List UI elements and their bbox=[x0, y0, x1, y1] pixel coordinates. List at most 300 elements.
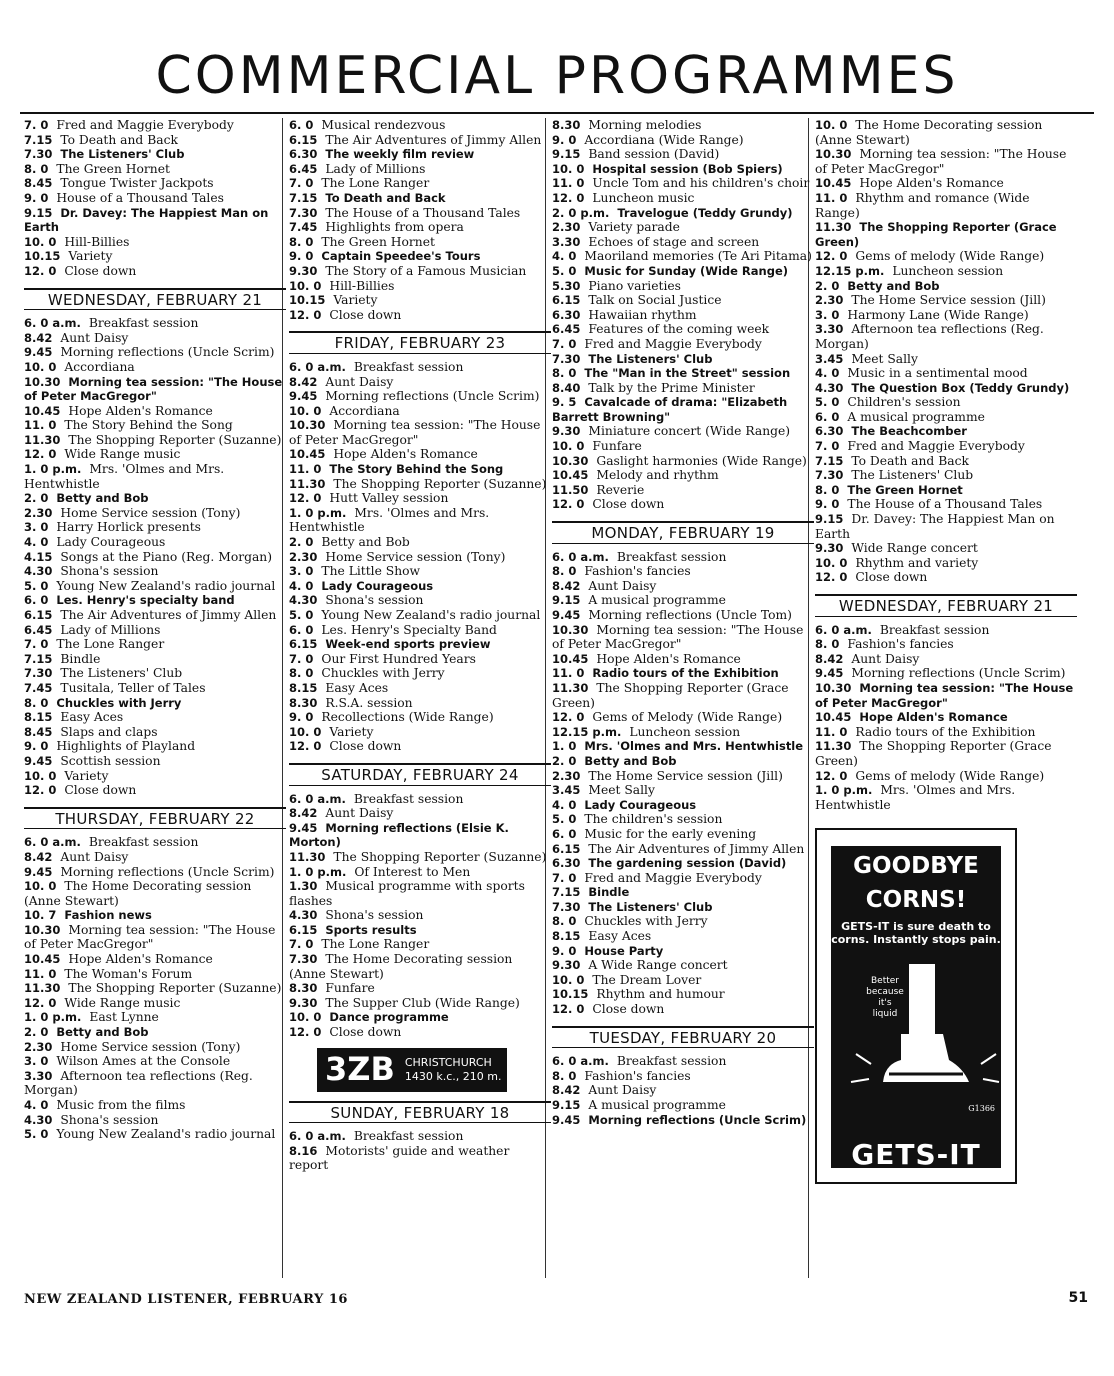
programme-title: The "Man in the Street" session bbox=[584, 366, 791, 381]
programme-time: 7.15 bbox=[815, 453, 844, 468]
programme-entry bbox=[289, 623, 551, 638]
programme-entry bbox=[552, 264, 814, 279]
programme-title: Highlights of Playland bbox=[56, 739, 196, 754]
programme-time: 10.45 bbox=[289, 447, 326, 462]
programme-title: Wilson Ames at the Console bbox=[56, 1054, 231, 1069]
programme-title: Close down bbox=[329, 739, 402, 754]
programme-entry bbox=[24, 506, 286, 521]
programme-title: Aunt Daisy bbox=[60, 330, 129, 345]
programme-entry bbox=[815, 279, 1077, 294]
programme-entry bbox=[24, 162, 286, 177]
programme-title: Gems of melody (Wide Range) bbox=[855, 768, 1045, 783]
programme-entry bbox=[24, 923, 286, 952]
programme-title: Breakfast session bbox=[353, 1129, 464, 1144]
programme-time: 10.15 bbox=[289, 293, 326, 308]
programme-entry bbox=[24, 235, 286, 250]
programme-entry bbox=[815, 556, 1077, 571]
programme-entry bbox=[815, 381, 1077, 396]
programme-entry bbox=[552, 914, 814, 929]
programme-title: Hope Alden's Romance bbox=[859, 710, 1008, 725]
programme-entry bbox=[289, 506, 551, 535]
programme-title: Aunt Daisy bbox=[60, 849, 129, 864]
programme-entry bbox=[24, 783, 286, 798]
programme-time: 10.30 bbox=[552, 453, 589, 468]
programme-entry bbox=[552, 593, 814, 608]
programme-title: The Shopping Reporter (Grace Green) bbox=[815, 739, 1052, 768]
programme-title: Chuckles with Jerry bbox=[56, 695, 182, 710]
programme-time: 7.15 bbox=[552, 885, 581, 900]
programme-title: Mrs. 'Olmes and Mrs. Hentwhistle bbox=[289, 505, 490, 535]
programme-title: Morning tea session: "The House of Peter MacGregor" bbox=[815, 147, 1067, 176]
programme-entry bbox=[815, 725, 1077, 740]
programme-title: Breakfast session bbox=[616, 549, 727, 564]
programme-time: 11. 0 bbox=[289, 462, 322, 477]
programme-entry bbox=[24, 623, 286, 638]
programme-title: Breakfast session bbox=[88, 835, 199, 850]
station-info bbox=[405, 1056, 502, 1084]
programme-time: 12.15 p.m. bbox=[552, 724, 622, 739]
programme-entry bbox=[24, 637, 286, 652]
programme-entry bbox=[552, 871, 814, 886]
programme-title: Rhythm and variety bbox=[855, 555, 979, 570]
programme-time: 9. 0 bbox=[815, 497, 840, 512]
programme-time: 9. 0 bbox=[289, 710, 314, 725]
programme-time: 4.30 bbox=[289, 593, 318, 608]
programme-title: Dr. Davey: The Happiest Man on Earth bbox=[815, 512, 1055, 541]
programme-time: 10.30 bbox=[24, 922, 61, 937]
programme-title: Tongue Twister Jackpots bbox=[60, 176, 214, 191]
programme-title: Chuckles with Jerry bbox=[321, 666, 445, 681]
programme-time: 12.15 p.m. bbox=[815, 263, 885, 278]
programme-entry bbox=[24, 249, 286, 264]
programme-time: 7.45 bbox=[24, 680, 53, 695]
programme-entry bbox=[289, 249, 551, 264]
programme-title: Aunt Daisy bbox=[588, 578, 657, 593]
programme-entry bbox=[24, 681, 286, 696]
programme-time: 9.30 bbox=[552, 424, 581, 439]
programme-entry bbox=[24, 769, 286, 784]
programme-time: 8.42 bbox=[289, 806, 318, 821]
programme-time: 9.15 bbox=[552, 1098, 581, 1112]
programme-entry bbox=[552, 133, 814, 148]
programme-title: Fred and Maggie Everybody bbox=[584, 336, 762, 351]
ad-tagline: GETS-IT is sure death to corns. Instantly stops pain. bbox=[831, 920, 1001, 947]
programme-title: Meet Sally bbox=[588, 783, 655, 798]
programme-time: 1.30 bbox=[289, 879, 318, 894]
day-heading: SATURDAY, FEBRUARY 24 bbox=[289, 763, 551, 786]
programme-title: The Dream Lover bbox=[592, 972, 702, 987]
programme-entry bbox=[552, 550, 814, 565]
programme-title: Slaps and claps bbox=[60, 724, 158, 739]
programme-title: To Death and Back bbox=[60, 132, 178, 147]
programme-entry bbox=[815, 410, 1077, 425]
programme-title: Radio tours of the Exhibition bbox=[855, 724, 1036, 739]
ad-brand: GETS-IT bbox=[851, 1137, 981, 1171]
programme-time: 10. 0 bbox=[552, 972, 585, 987]
listing-column-4 bbox=[815, 118, 1077, 1184]
programme-title: Musical programme with sports flashes bbox=[289, 879, 525, 908]
programme-time: 8.42 bbox=[552, 578, 581, 593]
programme-entry bbox=[815, 439, 1077, 454]
programme-entry bbox=[289, 191, 551, 206]
programme-time: 6. 0 a.m. bbox=[289, 359, 346, 374]
programme-entry bbox=[24, 133, 286, 148]
programme-title: The Story Behind the Song bbox=[329, 462, 504, 477]
programme-title: Cavalcade of drama: "Elizabeth Barrett Browning" bbox=[552, 395, 788, 424]
programme-title: Bindle bbox=[588, 885, 630, 900]
programme-time: 6.45 bbox=[24, 622, 53, 637]
programme-entry bbox=[289, 637, 551, 652]
programme-title: Variety bbox=[329, 724, 374, 739]
programme-entry bbox=[289, 206, 551, 221]
programme-time: 11. 0 bbox=[24, 966, 57, 981]
programme-title: Morning reflections (Elsie K. Morton) bbox=[289, 820, 509, 850]
programme-entry bbox=[815, 739, 1077, 768]
programme-entry bbox=[24, 404, 286, 419]
programme-time: 6. 0 a.m. bbox=[289, 1129, 346, 1144]
ad-headline: CORNS! bbox=[865, 887, 967, 914]
programme-time: 11.50 bbox=[552, 482, 589, 497]
programme-title: Talk by the Prime Minister bbox=[588, 380, 755, 395]
programme-time: 3.30 bbox=[815, 322, 844, 337]
programme-time: 8.16 bbox=[289, 1143, 318, 1158]
programme-entry bbox=[24, 967, 286, 982]
programme-title: Harmony Lane (Wide Range) bbox=[847, 307, 1029, 322]
programme-time: 7.30 bbox=[552, 899, 581, 914]
programme-title: Afternoon tea reflections (Reg. Morgan) bbox=[24, 1068, 253, 1098]
programme-time: 9.45 bbox=[24, 753, 53, 768]
programme-title: Close down bbox=[592, 497, 665, 512]
programme-time: 9.45 bbox=[24, 864, 53, 879]
programme-time: 8.30 bbox=[552, 118, 581, 132]
listing-column-1 bbox=[24, 118, 286, 1142]
programme-entry bbox=[815, 249, 1077, 264]
programme-title: Variety bbox=[68, 249, 113, 264]
programme-entry bbox=[289, 491, 551, 506]
programme-title: The Home Service session (Jill) bbox=[851, 293, 1046, 308]
programme-entry bbox=[289, 176, 551, 191]
programme-time: 8. 0 bbox=[552, 564, 577, 579]
programme-title: The Lone Ranger bbox=[321, 937, 430, 952]
programme-title: The Story Behind the Song bbox=[64, 418, 233, 433]
programme-time: 11.30 bbox=[552, 680, 589, 695]
programme-title: Luncheon session bbox=[892, 263, 1004, 278]
programme-title: Harry Horlick presents bbox=[56, 520, 201, 535]
programme-time: 9.15 bbox=[815, 512, 844, 527]
programme-title: Captain Speedee's Tours bbox=[321, 249, 481, 264]
programme-entry bbox=[24, 1040, 286, 1055]
programme-entry bbox=[289, 462, 551, 477]
programme-entry bbox=[289, 550, 551, 565]
programme-time: 9.45 bbox=[289, 389, 318, 404]
programme-title: Music for the early evening bbox=[584, 826, 757, 841]
programme-title: Fred and Maggie Everybody bbox=[847, 439, 1025, 454]
programme-entry bbox=[552, 623, 814, 652]
programme-title: Fashion's fancies bbox=[584, 564, 691, 579]
programme-title: The Question Box (Teddy Grundy) bbox=[851, 380, 1070, 395]
programme-time: 6. 0 a.m. bbox=[815, 622, 872, 637]
programme-time: 10. 0 bbox=[24, 879, 57, 894]
programme-title: Easy Aces bbox=[325, 680, 389, 695]
programme-time: 2.30 bbox=[289, 549, 318, 564]
programme-time: 10.30 bbox=[289, 418, 326, 433]
programme-time: 7.15 bbox=[24, 132, 53, 147]
programme-time: 10. 0 bbox=[289, 403, 322, 418]
programme-time: 6. 0 bbox=[289, 118, 314, 132]
programme-title: Variety parade bbox=[588, 220, 680, 235]
programme-entry bbox=[289, 710, 551, 725]
programme-entry bbox=[552, 147, 814, 162]
programme-time: 12. 0 bbox=[552, 710, 585, 725]
programme-entry bbox=[815, 220, 1077, 249]
programme-entry bbox=[289, 696, 551, 711]
programme-entry bbox=[289, 850, 551, 865]
programme-entry bbox=[24, 879, 286, 908]
programme-time: 8. 0 bbox=[24, 695, 49, 710]
programme-entry bbox=[289, 821, 551, 850]
programme-entry bbox=[24, 375, 286, 404]
programme-title: Reverie bbox=[596, 482, 645, 497]
programme-title: The gardening session (David) bbox=[588, 856, 787, 871]
programme-title: Les. Henry's Specialty Band bbox=[321, 622, 497, 637]
programme-time: 2. 0 bbox=[815, 278, 840, 293]
programme-time: 12. 0 bbox=[24, 447, 57, 462]
programme-entry bbox=[24, 360, 286, 375]
programme-title: Fashion's fancies bbox=[847, 637, 954, 652]
programme-entry bbox=[815, 497, 1077, 512]
programme-title: Aunt Daisy bbox=[588, 1083, 657, 1098]
programme-title: The Shopping Reporter (Suzanne) bbox=[333, 476, 547, 491]
programme-title: Hawaiian rhythm bbox=[588, 307, 697, 322]
programme-time: 9.30 bbox=[815, 541, 844, 556]
programme-entry bbox=[289, 375, 551, 390]
programme-time: 10. 0 bbox=[289, 1010, 322, 1025]
programme-entry bbox=[24, 1054, 286, 1069]
programme-time: 10.15 bbox=[24, 249, 61, 264]
programme-title: Fashion news bbox=[64, 908, 152, 923]
programme-title: Close down bbox=[329, 1025, 402, 1040]
programme-entry bbox=[24, 206, 286, 235]
programme-entry bbox=[289, 220, 551, 235]
programme-entry bbox=[289, 404, 551, 419]
programme-entry bbox=[289, 293, 551, 308]
programme-title: Morning tea session: "The House of Peter MacGregor" bbox=[24, 922, 276, 952]
programme-title: Accordiana (Wide Range) bbox=[584, 132, 744, 147]
programme-entry bbox=[289, 792, 551, 807]
programme-entry bbox=[815, 541, 1077, 556]
programme-time: 7.45 bbox=[289, 220, 318, 235]
programme-title: Lady Courageous bbox=[56, 535, 166, 550]
programme-title: Morning reflections (Uncle Scrim) bbox=[851, 666, 1066, 681]
programme-title: Morning reflections (Uncle Scrim) bbox=[60, 345, 275, 360]
programme-title: The children's session bbox=[584, 812, 723, 827]
programme-entry bbox=[552, 842, 814, 857]
programme-time: 8. 0 bbox=[552, 366, 577, 381]
programme-title: Luncheon music bbox=[592, 190, 695, 205]
programme-time: 6.15 bbox=[24, 608, 53, 622]
programme-entry bbox=[289, 1010, 551, 1025]
programme-time: 4. 0 bbox=[815, 366, 840, 381]
programme-entry bbox=[552, 798, 814, 813]
programme-title: The Home Decorating session (Anne Stewart) bbox=[815, 118, 1043, 147]
advertisement-panel bbox=[831, 846, 1001, 1171]
programme-title: Hill-Billies bbox=[64, 234, 130, 249]
programme-title: Betty and Bob bbox=[56, 491, 149, 506]
ad-headline: GOODBYE bbox=[853, 853, 979, 880]
programme-entry bbox=[289, 279, 551, 294]
programme-entry bbox=[552, 454, 814, 469]
programme-time: 4. 0 bbox=[289, 578, 314, 593]
programme-title: The Listeners' Club bbox=[588, 351, 713, 366]
programme-title: Close down bbox=[64, 783, 137, 798]
programme-entry bbox=[24, 118, 286, 133]
programme-time: 8. 0 bbox=[289, 234, 314, 249]
programme-entry bbox=[552, 564, 814, 579]
station-city: CHRISTCHURCH bbox=[404, 1055, 492, 1069]
programme-title: The Listeners' Club bbox=[588, 899, 713, 914]
programme-title: Songs at the Piano (Reg. Morgan) bbox=[60, 549, 273, 564]
programme-time: 6.45 bbox=[289, 161, 318, 176]
programme-title: Motorists' guide and weather report bbox=[289, 1143, 510, 1173]
programme-entry bbox=[289, 879, 551, 908]
programme-time: 6. 0 a.m. bbox=[24, 835, 81, 850]
programme-time: 12. 0 bbox=[289, 307, 322, 322]
programme-entry bbox=[24, 176, 286, 191]
programme-time: 10. 0 bbox=[552, 161, 585, 176]
programme-title: Chuckles with Jerry bbox=[584, 914, 708, 929]
programme-time: 4.30 bbox=[24, 564, 53, 579]
programme-title: Music for Sunday (Wide Range) bbox=[584, 263, 789, 278]
programme-time: 9.30 bbox=[289, 995, 318, 1010]
programme-entry bbox=[552, 468, 814, 483]
programme-entry bbox=[289, 739, 551, 754]
programme-title: Young New Zealand's radio journal bbox=[321, 608, 541, 622]
programme-time: 6. 0 bbox=[815, 409, 840, 424]
programme-title: Betty and Bob bbox=[56, 1025, 149, 1040]
programme-title: Close down bbox=[855, 570, 928, 585]
programme-time: 11.30 bbox=[289, 849, 326, 864]
programme-entry bbox=[552, 812, 814, 827]
programme-entry bbox=[552, 162, 814, 177]
programme-time: 3.30 bbox=[24, 1068, 53, 1083]
programme-time: 6.15 bbox=[289, 922, 318, 937]
day-heading: THURSDAY, FEBRUARY 22 bbox=[24, 807, 286, 830]
programme-entry bbox=[24, 593, 286, 608]
programme-title: Variety bbox=[333, 293, 378, 308]
programme-entry bbox=[24, 535, 286, 550]
programme-entry bbox=[552, 929, 814, 944]
programme-entry bbox=[24, 652, 286, 667]
programme-time: 3. 0 bbox=[815, 307, 840, 322]
programme-time: 8.30 bbox=[289, 695, 318, 710]
programme-entry bbox=[289, 579, 551, 594]
programme-title: Highlights from opera bbox=[325, 220, 464, 235]
programme-time: 11. 0 bbox=[24, 418, 57, 433]
programme-time: 5. 0 bbox=[552, 263, 577, 278]
programme-time: 3. 0 bbox=[24, 1054, 49, 1069]
programme-title: Musical rendezvous bbox=[321, 118, 446, 132]
programme-title: Gems of melody (Wide Range) bbox=[855, 249, 1045, 264]
programme-time: 4. 0 bbox=[552, 249, 577, 264]
programme-entry bbox=[552, 308, 814, 323]
programme-entry bbox=[24, 579, 286, 594]
programme-entry bbox=[289, 535, 551, 550]
programme-time: 7.30 bbox=[24, 147, 53, 162]
programme-time: 8. 0 bbox=[815, 482, 840, 497]
programme-title: Funfare bbox=[325, 981, 375, 996]
programme-entry bbox=[289, 996, 551, 1011]
programme-time: 10.45 bbox=[552, 651, 589, 666]
programme-entry bbox=[24, 754, 286, 769]
programme-time: 10. 0 bbox=[815, 118, 848, 132]
programme-time: 2.30 bbox=[815, 293, 844, 308]
programme-title: Meet Sally bbox=[851, 351, 918, 366]
programme-title: Rhythm and romance (Wide Range) bbox=[815, 190, 1030, 220]
programme-title: Hill-Billies bbox=[329, 278, 395, 293]
page-number: 51 bbox=[1068, 1290, 1088, 1306]
programme-entry bbox=[552, 944, 814, 959]
programme-entry bbox=[24, 952, 286, 967]
programme-time: 8. 0 bbox=[552, 914, 577, 929]
programme-time: 4.30 bbox=[24, 1112, 53, 1127]
programme-entry bbox=[289, 1025, 551, 1040]
programme-title: Hope Alden's Romance bbox=[859, 176, 1004, 191]
programme-title: Melody and rhythm bbox=[596, 468, 719, 483]
programme-title: Dance programme bbox=[329, 1010, 449, 1025]
programme-entry bbox=[815, 570, 1077, 585]
programme-entry bbox=[552, 220, 814, 235]
programme-time: 9. 0 bbox=[24, 190, 49, 205]
programme-title: Fashion's fancies bbox=[584, 1068, 691, 1083]
programme-title: Aunt Daisy bbox=[325, 806, 394, 821]
programme-entry bbox=[24, 739, 286, 754]
programme-title: The Listeners' Club bbox=[60, 666, 183, 681]
programme-time: 4. 0 bbox=[24, 535, 49, 550]
programme-entry bbox=[815, 666, 1077, 681]
programme-time: 4. 0 bbox=[552, 797, 577, 812]
programme-time: 6.30 bbox=[552, 856, 581, 871]
programme-title: Morning reflections (Uncle Scrim) bbox=[325, 389, 540, 404]
programme-entry bbox=[24, 147, 286, 162]
programme-time: 2.30 bbox=[552, 768, 581, 783]
programme-title: Young New Zealand's radio journal bbox=[56, 578, 276, 593]
programme-entry bbox=[552, 856, 814, 871]
programme-time: 7.30 bbox=[289, 205, 318, 220]
programme-entry bbox=[552, 754, 814, 769]
programme-time: 6. 0 a.m. bbox=[552, 549, 609, 564]
programme-time: 11. 0 bbox=[552, 176, 585, 191]
programme-title: To Death and Back bbox=[851, 453, 969, 468]
programme-entry bbox=[24, 696, 286, 711]
programme-time: 2. 0 bbox=[24, 491, 49, 506]
programme-time: 11.30 bbox=[24, 981, 61, 996]
programme-time: 10.45 bbox=[815, 710, 852, 725]
programme-time: 5. 0 bbox=[24, 1127, 49, 1142]
programme-title: A musical programme bbox=[588, 1098, 726, 1112]
programme-entry bbox=[289, 235, 551, 250]
programme-entry bbox=[289, 681, 551, 696]
programme-title: The Green Hornet bbox=[321, 234, 435, 249]
programme-title: Morning melodies bbox=[588, 118, 702, 132]
programme-entry bbox=[552, 1113, 814, 1128]
programme-entry bbox=[815, 424, 1077, 439]
programme-time: 6.30 bbox=[289, 147, 318, 162]
programme-title: The Listeners' Club bbox=[60, 147, 185, 162]
programme-title: Dr. Davey: The Happiest Man on Earth bbox=[24, 205, 269, 235]
programme-entry bbox=[552, 1098, 814, 1113]
programme-time: 2.30 bbox=[24, 505, 53, 520]
programme-title: Rhythm and humour bbox=[596, 987, 725, 1002]
